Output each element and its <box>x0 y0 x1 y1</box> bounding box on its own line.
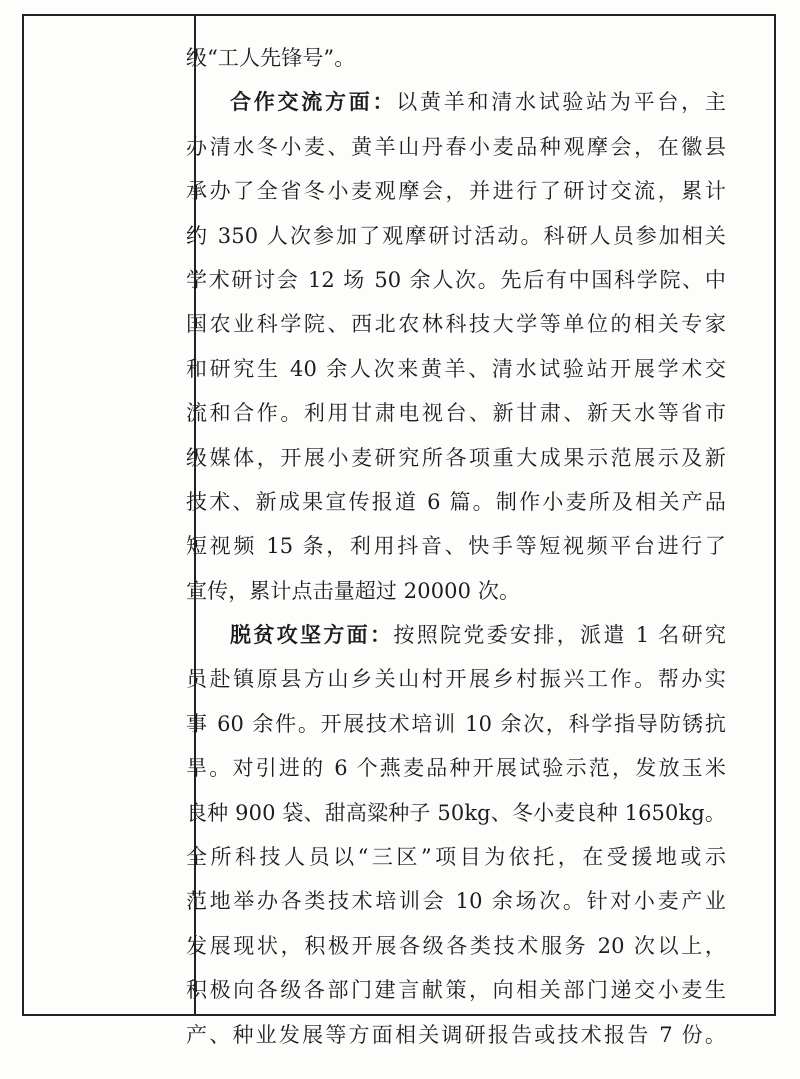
text-line <box>186 80 726 124</box>
line-text: 良种 900 袋、甜高粱种子 50kg、冬小麦良种 1650kg。 <box>186 800 726 825</box>
content-cell <box>186 36 726 1057</box>
line-text: 短视频 15 条，利用抖音、快手等短视频平台进行了 <box>186 534 726 559</box>
text-line <box>186 657 726 701</box>
text-line <box>186 746 726 790</box>
section-heading: 脱贫攻坚方面： <box>230 622 394 648</box>
line-text: 级媒体，开展小麦研究所各项重大成果示范展示及新 <box>186 445 726 470</box>
line-text: 旱。对引进的 6 个燕麦品种开展试验示范，发放玉米 <box>186 756 726 781</box>
text-line <box>186 214 726 258</box>
text-line <box>186 480 726 524</box>
section-heading: 合作交流方面： <box>230 89 397 115</box>
text-line <box>186 391 726 435</box>
line-text: 积极向各级各部门建言献策，向相关部门递交小麦生 <box>186 978 726 1003</box>
text-line <box>186 879 726 923</box>
line-text: 产、种业发展等方面相关调研报告或技术报告 7 份。 <box>186 1022 726 1047</box>
left-label-cell <box>24 16 196 1014</box>
text-line <box>186 36 726 80</box>
text-line <box>186 569 726 613</box>
line-text: 承办了全省冬小麦观摩会，并进行了研讨交流，累计 <box>186 179 726 204</box>
line-text: 约 350 人次参加了观摩研讨活动。科研人员参加相关 <box>186 223 726 248</box>
text-line <box>186 1013 726 1057</box>
line-text: 按照院党委安排，派遣 1 名研究 <box>393 623 726 648</box>
text-line <box>186 347 726 391</box>
text-line <box>186 702 726 746</box>
line-text: 技术、新成果宣传报道 6 篇。制作小麦所及相关产品 <box>186 489 726 514</box>
line-text: 学术研讨会 12 场 50 余人次。先后有中国科学院、中 <box>186 267 726 292</box>
line-text: 员赴镇原县方山乡关山村开展乡村振兴工作。帮办实 <box>186 667 726 692</box>
line-text: 办清水冬小麦、黄羊山丹春小麦品种观摩会，在徽县 <box>186 134 726 159</box>
text-line <box>186 924 726 968</box>
line-text: 和研究生 40 余人次来黄羊、清水试验站开展学术交 <box>186 356 726 381</box>
text-line <box>186 258 726 302</box>
line-text: 宣传，累计点击量超过 20000 次。 <box>186 578 521 603</box>
text-line <box>186 968 726 1012</box>
text-line <box>186 791 726 835</box>
text-line <box>186 169 726 213</box>
line-text: 级“工人先锋号”。 <box>186 46 356 70</box>
line-text: 范地举办各类技术培训会 10 余场次。针对小麦产业 <box>186 889 726 914</box>
line-text: 全所科技人员以“三区”项目为依托，在受援地或示 <box>186 845 726 870</box>
text-line <box>186 835 726 879</box>
line-text: 以黄羊和清水试验站为平台，主 <box>396 90 726 115</box>
text-line <box>186 436 726 480</box>
text-line <box>186 613 726 657</box>
line-text: 事 60 余件。开展技术培训 10 余次，科学指导防锈抗 <box>186 711 726 736</box>
text-line <box>186 302 726 346</box>
line-text: 发展现状，积极开展各级各类技术服务 20 次以上， <box>186 933 726 958</box>
line-text: 流和合作。利用甘肃电视台、新甘肃、新天水等省市 <box>186 401 726 426</box>
text-line <box>186 125 726 169</box>
line-text: 国农业科学院、西北农林科技大学等单位的相关专家 <box>186 312 726 337</box>
text-line <box>186 524 726 568</box>
